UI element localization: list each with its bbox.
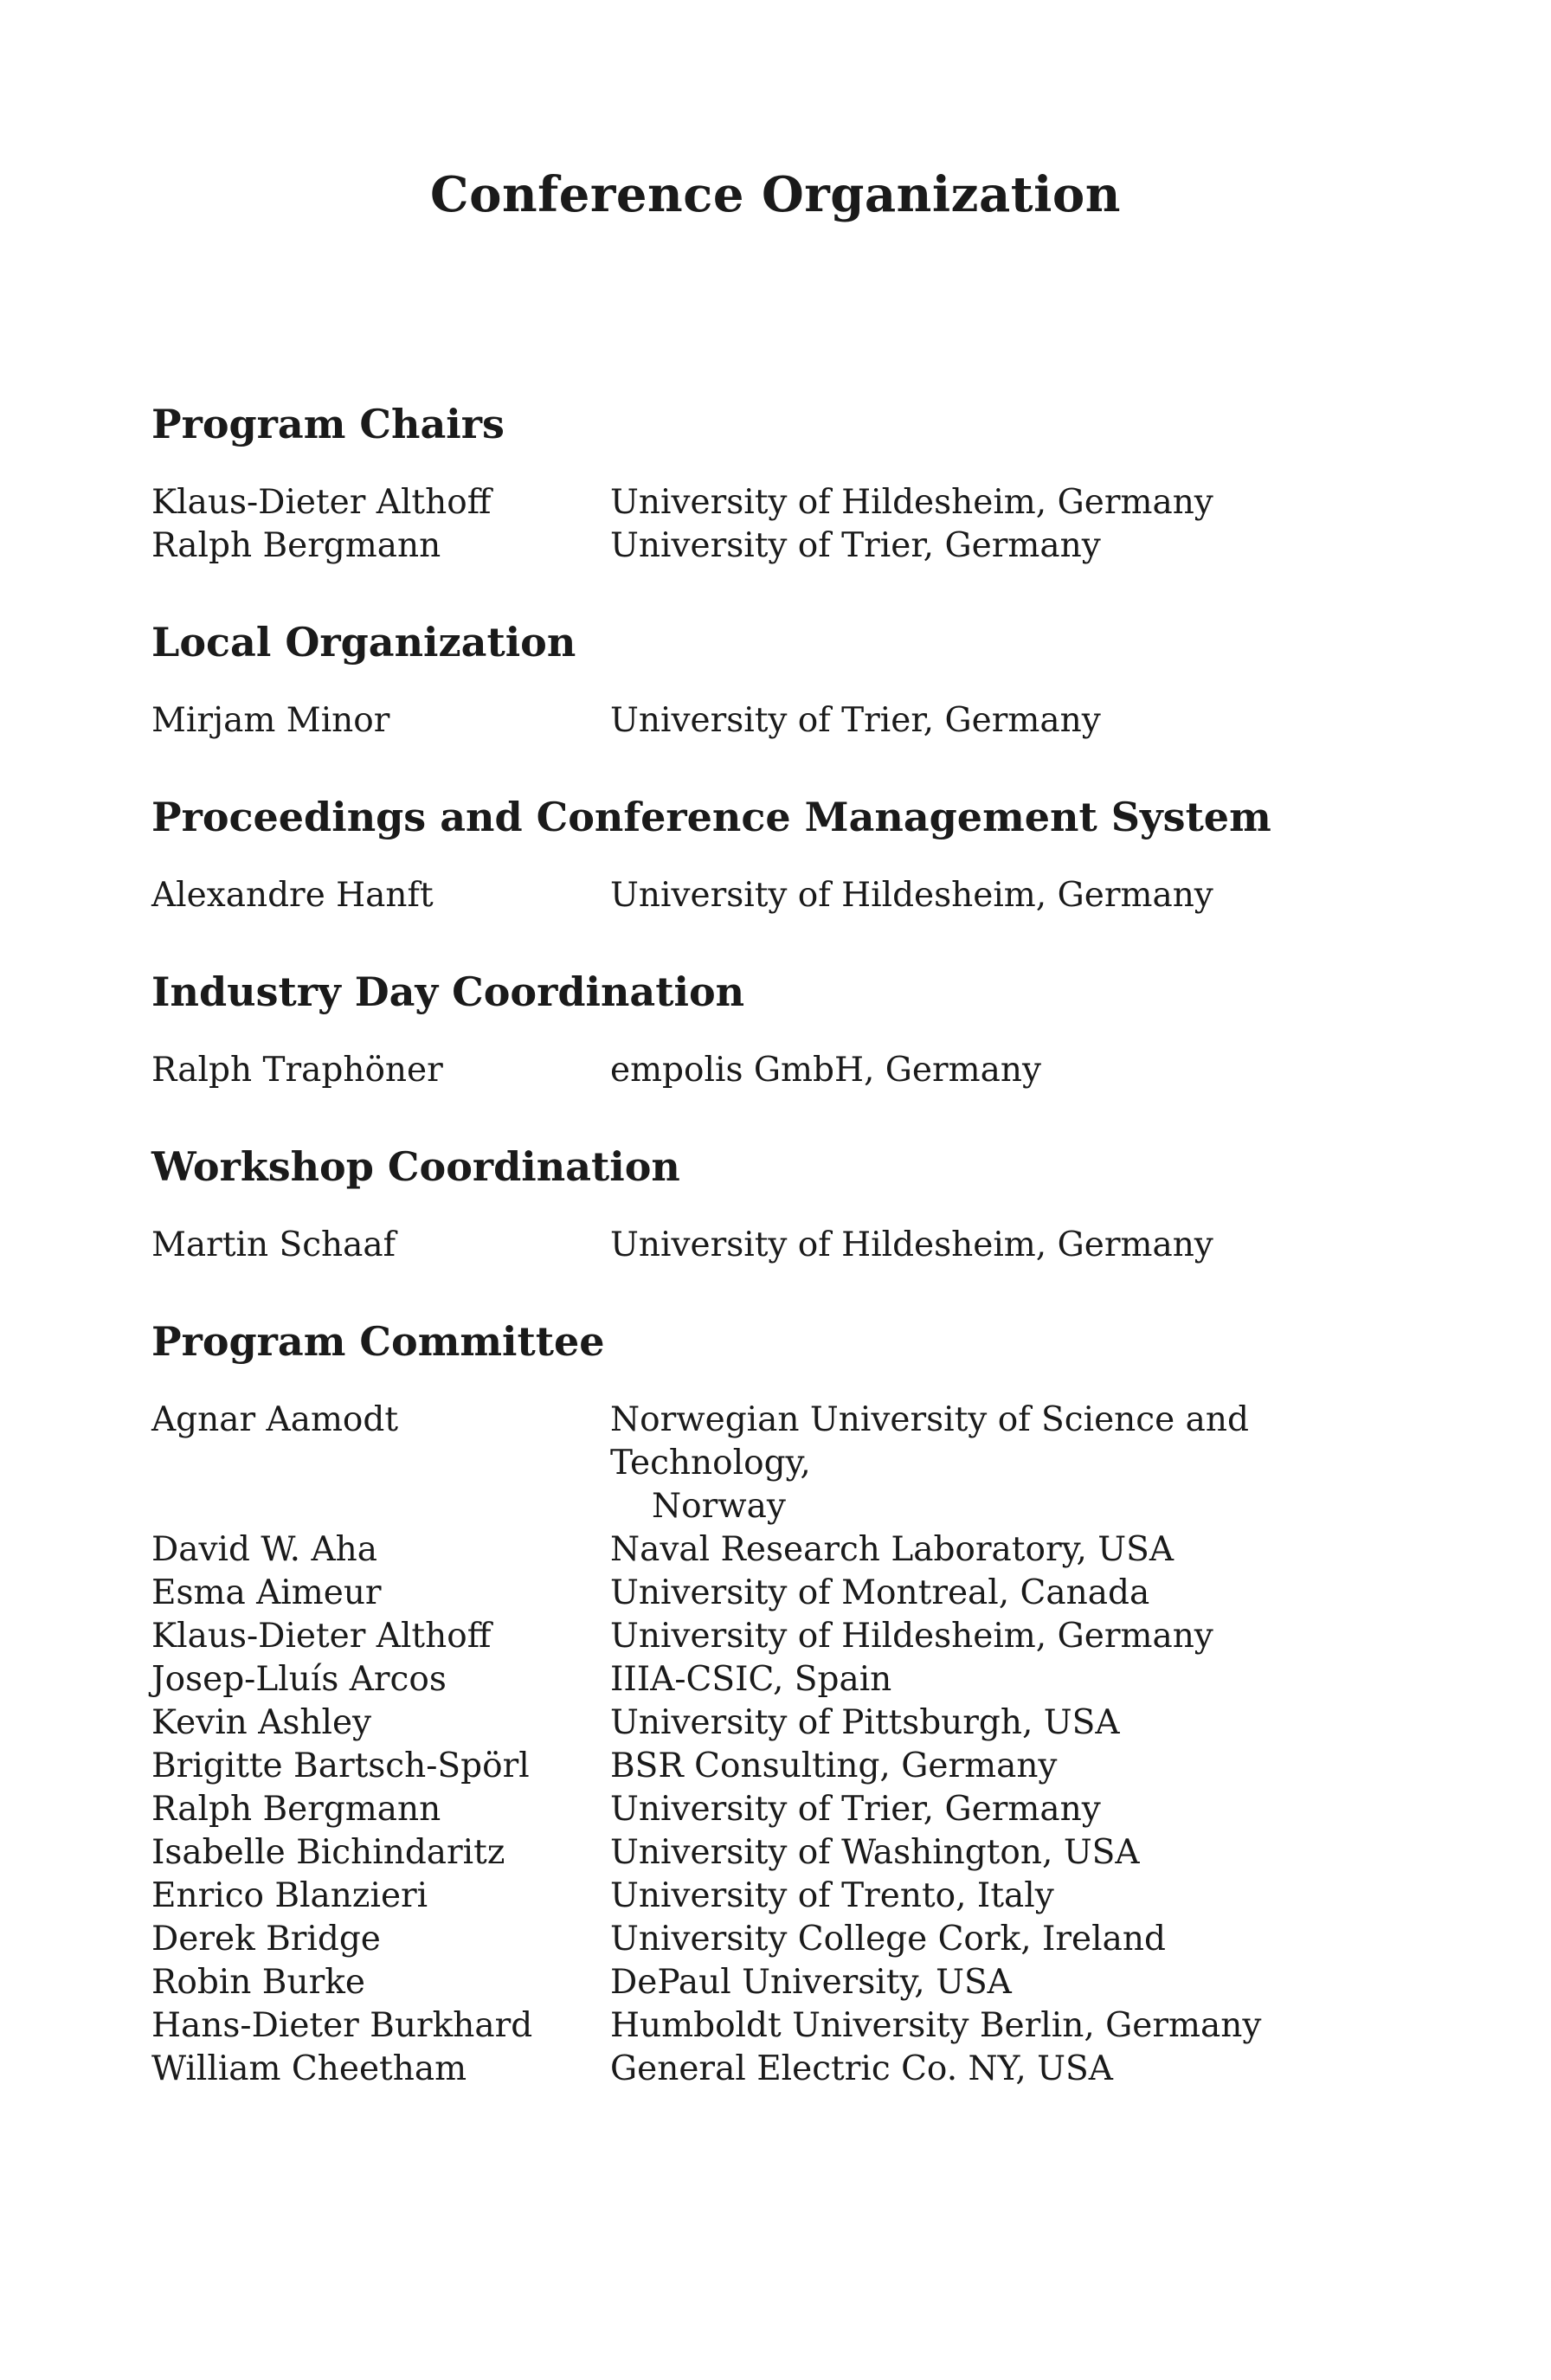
person-name: David W. Aha <box>151 1530 377 1569</box>
entry-list <box>151 1224 1406 1267</box>
person-affiliation <box>610 1399 1406 1528</box>
person-affiliation: DePaul University, USA <box>610 1963 1012 2002</box>
section-heading: Local Organization <box>151 619 576 666</box>
person-affiliation: empolis GmbH, Germany <box>610 1051 1042 1090</box>
entry-row <box>151 1788 1406 1831</box>
entry-row <box>151 1701 1406 1745</box>
person-affiliation: University of Hildesheim, Germany <box>610 876 1213 915</box>
affiliation-line: Norwegian University of Science and Technology, <box>610 1400 1249 1483</box>
person-affiliation: University of Trier, Germany <box>610 701 1101 740</box>
person-name: Hans-Dieter Burkhard <box>151 2006 533 2045</box>
entry-row <box>151 1049 1406 1092</box>
entry-row <box>151 1745 1406 1788</box>
entry-list <box>151 1049 1406 1092</box>
person-affiliation: University of Hildesheim, Germany <box>610 483 1213 522</box>
person-name: Mirjam Minor <box>151 701 390 740</box>
person-name: Klaus-Dieter Althoff <box>151 1617 492 1656</box>
person-name: Alexandre Hanft <box>151 876 434 915</box>
entry-list <box>151 699 1406 743</box>
section-heading: Program Committee <box>151 1318 605 1365</box>
entry-row <box>151 1528 1406 1572</box>
entry-row <box>151 874 1406 917</box>
section-proceedings <box>151 791 1406 917</box>
person-name: Derek Bridge <box>151 1920 381 1959</box>
person-affiliation: University of Hildesheim, Germany <box>610 1225 1213 1264</box>
person-name: Isabelle Bichindaritz <box>151 1833 505 1872</box>
person-name: Martin Schaaf <box>151 1225 396 1264</box>
entry-row <box>151 481 1406 524</box>
person-name: Ralph Traphöner <box>151 1051 443 1090</box>
page-title: Conference Organization <box>430 166 1121 223</box>
person-name: Agnar Aamodt <box>151 1400 399 1439</box>
entry-row <box>151 524 1406 568</box>
person-name: Robin Burke <box>151 1963 365 2002</box>
section-heading: Proceedings and Conference Management System <box>151 794 1271 840</box>
entry-row <box>151 1399 1406 1528</box>
person-affiliation: University of Washington, USA <box>610 1833 1140 1872</box>
section-heading: Program Chairs <box>151 401 505 447</box>
entry-row <box>151 1831 1406 1875</box>
entry-row <box>151 1961 1406 2004</box>
content <box>151 398 1406 2139</box>
section-heading: Industry Day Coordination <box>151 968 745 1015</box>
person-name: Kevin Ashley <box>151 1703 372 1742</box>
entry-row <box>151 1918 1406 1961</box>
person-affiliation: BSR Consulting, Germany <box>610 1746 1058 1785</box>
person-affiliation: General Electric Co. NY, USA <box>610 2049 1113 2088</box>
section-heading: Workshop Coordination <box>151 1143 680 1190</box>
person-affiliation: IIIA-CSIC, Spain <box>610 1660 892 1699</box>
entry-row <box>151 1615 1406 1658</box>
section-workshop <box>151 1141 1406 1267</box>
person-name: Klaus-Dieter Althoff <box>151 483 492 522</box>
person-affiliation: University College Cork, Ireland <box>610 1920 1166 1959</box>
section-industry-day <box>151 966 1406 1092</box>
entry-row <box>151 1572 1406 1615</box>
affiliation-continuation: Norway <box>652 1487 786 1526</box>
entry-list <box>151 481 1406 568</box>
person-affiliation: University of Trento, Italy <box>610 1876 1054 1915</box>
person-name: Josep-Lluís Arcos <box>151 1660 447 1699</box>
entry-row <box>151 2004 1406 2048</box>
person-affiliation: University of Pittsburgh, USA <box>610 1703 1120 1742</box>
entry-row <box>151 1224 1406 1267</box>
entry-list <box>151 874 1406 917</box>
person-name: William Cheetham <box>151 2049 467 2088</box>
person-affiliation: Humboldt University Berlin, Germany <box>610 2006 1262 2045</box>
person-affiliation: University of Hildesheim, Germany <box>610 1617 1213 1656</box>
person-name: Enrico Blanzieri <box>151 1876 428 1915</box>
entry-row <box>151 1875 1406 1918</box>
entry-list <box>151 1399 1406 2091</box>
entry-row <box>151 2048 1406 2091</box>
person-name: Brigitte Bartsch-Spörl <box>151 1746 530 1785</box>
section-program-committee <box>151 1315 1406 2091</box>
section-program-chairs <box>151 398 1406 568</box>
person-affiliation: University of Trier, Germany <box>610 526 1101 565</box>
person-affiliation: Naval Research Laboratory, USA <box>610 1530 1175 1569</box>
person-name: Ralph Bergmann <box>151 526 441 565</box>
person-affiliation: University of Trier, Germany <box>610 1790 1101 1829</box>
person-name: Ralph Bergmann <box>151 1790 441 1829</box>
person-affiliation: University of Montreal, Canada <box>610 1573 1150 1612</box>
person-name: Esma Aimeur <box>151 1573 382 1612</box>
entry-row <box>151 699 1406 743</box>
section-local-organization <box>151 616 1406 743</box>
entry-row <box>151 1658 1406 1701</box>
